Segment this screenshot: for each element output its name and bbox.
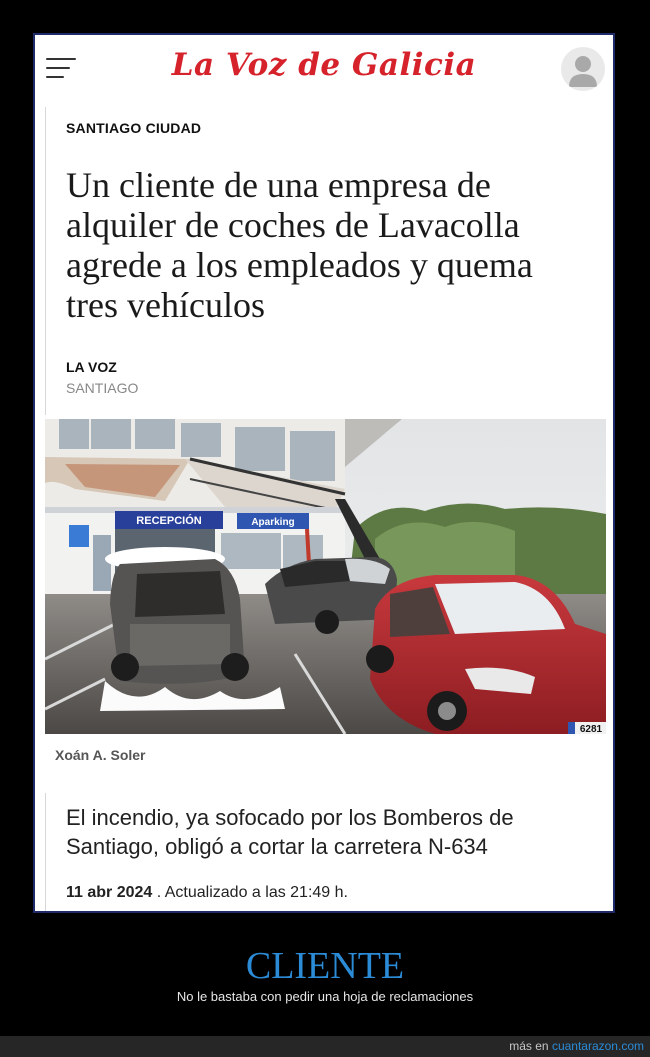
author-name: LA VOZ	[66, 359, 117, 375]
meme-caption: No le bastaba con pedir una hoja de reclamaciones	[176, 989, 474, 1004]
footer-credit	[509, 1039, 644, 1053]
photo-caption: Xoán A. Soler	[55, 747, 146, 763]
footer-site-link[interactable]: cuantarazon.com	[551, 1039, 644, 1053]
photo-sign-aparking: Aparking	[251, 517, 295, 528]
section-label[interactable]: SANTIAGO CIUDAD	[66, 120, 202, 136]
meme-title: CLIENTE	[245, 945, 405, 987]
article-headline: Un cliente de una empresa de alquiler de coches de Lavacolla agrede a los empleados y quema tres vehículos	[66, 165, 533, 325]
publish-date: 11 abr 2024	[66, 884, 153, 901]
article-photo	[45, 419, 606, 734]
user-avatar-icon[interactable]	[561, 47, 605, 91]
left-rule-bottom	[45, 793, 46, 913]
site-logo[interactable]: La Voz de Galicia	[171, 47, 477, 83]
left-rule	[45, 107, 46, 415]
author-location: SANTIAGO	[66, 380, 139, 396]
site-header	[35, 35, 613, 107]
news-article-screenshot	[33, 33, 615, 913]
article-subtitle: El incendio, ya sofocado por los Bomberos de Santiago, obligó a cortar la carretera N-634	[66, 805, 514, 859]
footer-prefix: más en	[509, 1039, 552, 1053]
photo-license-plate: 6281	[579, 724, 603, 734]
article-dateline	[66, 884, 348, 902]
site-footer	[0, 1036, 650, 1057]
updated-time: . Actualizado a las 21:49 h.	[152, 884, 348, 901]
photo-sign-reception: RECEPCIÓN	[136, 515, 202, 527]
